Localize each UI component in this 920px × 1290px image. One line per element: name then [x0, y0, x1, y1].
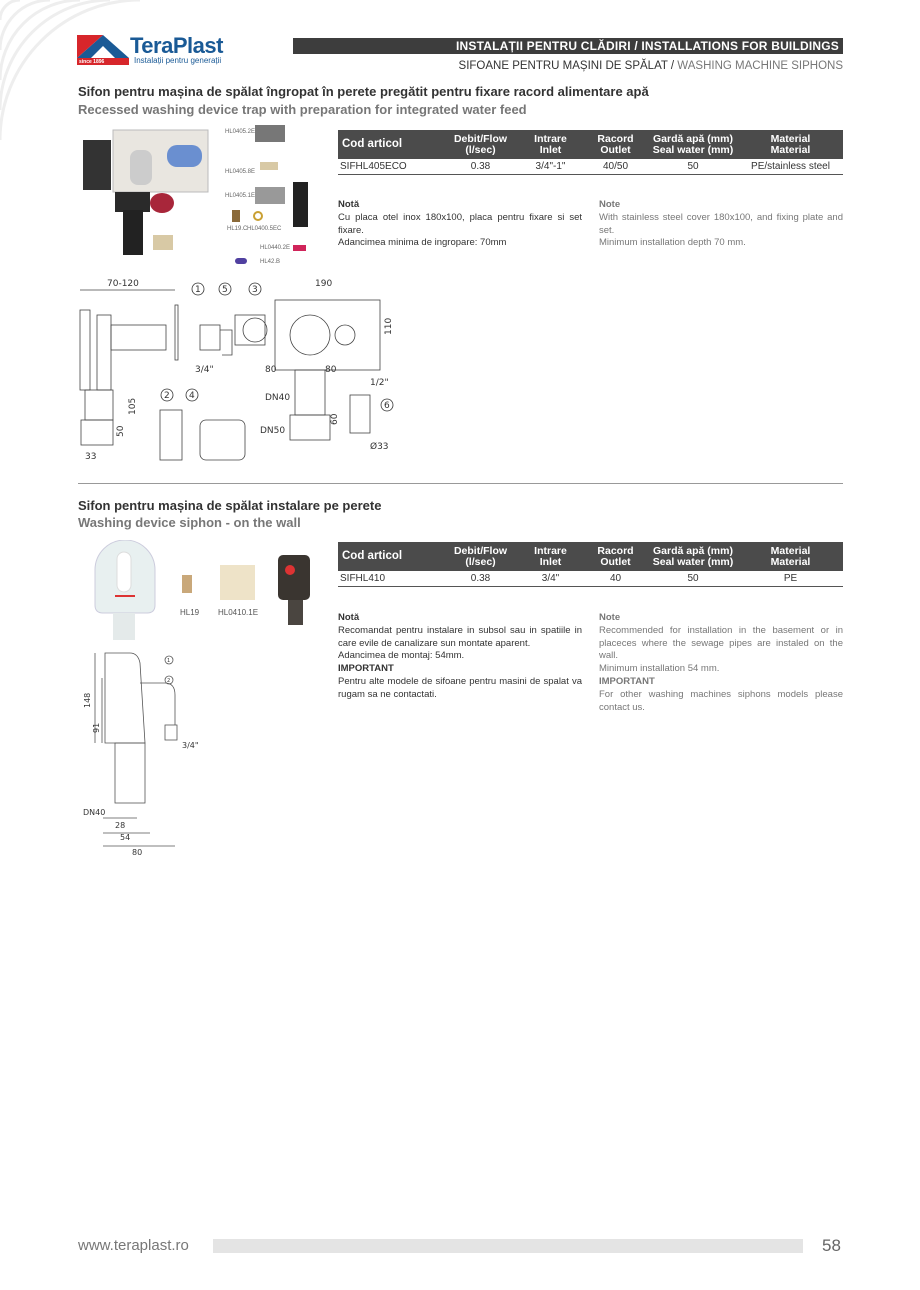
product2-note-en: Note Recommended for installation in the basement or in placeces where the sewage pipes are instaled on the wall. Minimum installation 54 mm. IMPORTANT For other washing machines siphons models please contact us. [599, 612, 843, 713]
col-header: Debit/Flow (l/sec) [443, 542, 518, 571]
callout: 2 [167, 678, 171, 684]
product1-technical-drawing [75, 275, 415, 470]
product2-photo [85, 540, 325, 645]
product2-technical-drawing [80, 648, 210, 858]
table-row [338, 571, 843, 587]
dim-label: DN40 [83, 808, 106, 817]
dim-label: 1/2" [370, 378, 389, 388]
col-header: Cod articol [338, 130, 443, 159]
dim-label: 70-120 [107, 279, 139, 289]
product1-note-ro: Notă Cu placa otel inox 180x100, placa pentru fixare si set fixare. Adancimea minima de ingropare: 70mm [338, 199, 582, 249]
dim-label: DN50 [260, 426, 286, 436]
logo-tagline: Instalații pentru generații [134, 56, 222, 65]
product1-spec-table [338, 130, 843, 175]
section-subtitle [293, 60, 843, 72]
callout: 6 [384, 401, 390, 411]
logo-since: since 1896 [79, 59, 105, 65]
product1-note-en: Note With stainless steel cover 180x100, and fixing plate and set. Minimum installation depth 70 mm. [599, 199, 843, 249]
dim-label: 190 [315, 279, 333, 289]
dim-label: 148 [83, 692, 92, 708]
dim-label: 28 [115, 821, 126, 830]
callout: 3 [252, 285, 258, 295]
col-header: Material Material [738, 130, 843, 159]
product2-subtitle: Washing device siphon - on the wall [78, 515, 301, 530]
callout: 4 [189, 391, 195, 401]
cell-flow: 0.38 [443, 571, 518, 587]
cell-flow: 0.38 [443, 159, 518, 175]
dim-label: DN40 [265, 393, 291, 403]
col-header: Intrare Inlet [518, 542, 583, 571]
footer-bar [213, 1239, 803, 1253]
dim-label: 110 [384, 317, 394, 335]
col-header: Racord Outlet [583, 542, 648, 571]
product2-note-ro: Notă Recomandat pentru instalare in subsol sau in spatiile in care evile de canalizare sun montate aparent. Adancimea de montaj: 54mm. IMPORTANT Pentru alte modele de sifoane pentru masini de spalat va rugam sa ne contactati. [338, 612, 582, 700]
dim-label: 50 [116, 425, 126, 437]
part-label: HL0405.2E [225, 129, 256, 135]
part-label: HL42.B [260, 259, 281, 265]
section-divider [78, 483, 843, 484]
dim-label: 80 [325, 365, 337, 375]
cell-code: SIFHL405ECO [338, 159, 443, 175]
part-label: HL0405.8E [225, 169, 256, 175]
col-header: Intrare Inlet [518, 130, 583, 159]
product1-photo [75, 120, 325, 270]
cell-seal: 50 [648, 571, 738, 587]
callout: 1 [167, 658, 171, 664]
col-header: Gardă apă (mm) Seal water (mm) [648, 542, 738, 571]
table-row [338, 159, 843, 175]
col-header: Debit/Flow (l/sec) [443, 130, 518, 159]
product2-spec-table [338, 542, 843, 587]
dim-label: 54 [120, 833, 131, 842]
category-bar: INSTALAȚII PENTRU CLĂDIRI / INSTALLATIONS FOR BUILDINGS [293, 38, 843, 54]
dim-label: Ø33 [370, 442, 389, 452]
dim-label: 60 [330, 413, 340, 425]
dim-label: 80 [132, 848, 143, 857]
part-label: HL0440.2E [260, 245, 291, 251]
part-label: HL19.C [227, 226, 248, 232]
table-header-row [338, 542, 843, 571]
cell-material: PE/stainless steel [738, 159, 843, 175]
part-label: HL0405.1E [225, 193, 256, 199]
col-header: Cod articol [338, 542, 443, 571]
col-header: Material Material [738, 542, 843, 571]
dim-label: 91 [92, 722, 101, 733]
col-header: Racord Outlet [583, 130, 648, 159]
callout: 2 [164, 391, 170, 401]
table-header-row [338, 130, 843, 159]
footer-url[interactable]: www.teraplast.ro [78, 1237, 189, 1254]
cell-outlet: 40 [583, 571, 648, 587]
dim-label: 33 [85, 452, 97, 462]
dim-label: 80 [265, 365, 277, 375]
section-sub-ro: SIFOANE PENTRU MAȘINI DE SPĂLAT / [458, 60, 678, 72]
cell-material: PE [738, 571, 843, 587]
col-header: Gardă apă (mm) Seal water (mm) [648, 130, 738, 159]
cell-inlet: 3/4" [518, 571, 583, 587]
logo-name: TeraPlast [130, 33, 223, 58]
dim-label: 3/4" [195, 365, 214, 375]
product1-subtitle: Recessed washing device trap with preparation for integrated water feed [78, 102, 527, 117]
cell-seal: 50 [648, 159, 738, 175]
callout: 1 [195, 285, 201, 295]
cell-code: SIFHL410 [338, 571, 443, 587]
part-label: HL19 [180, 608, 200, 617]
cell-outlet: 40/50 [583, 159, 648, 175]
product2-title: Sifon pentru mașina de spălat instalare pe perete [78, 498, 382, 513]
dim-label: 3/4" [182, 741, 199, 750]
part-label: HL0400.5EC [247, 226, 282, 232]
section-sub-en: WASHING MACHINE SIPHONS [677, 60, 843, 72]
page-number: 58 [822, 1236, 841, 1255]
product1-title: Sifon pentru mașina de spălat îngropat în perete pregătit pentru fixare racord alimentare apă [78, 84, 649, 99]
part-label: HL0410.1E [218, 608, 259, 617]
cell-inlet: 3/4"-1" [518, 159, 583, 175]
callout: 5 [222, 285, 228, 295]
dim-label: 105 [128, 397, 138, 415]
